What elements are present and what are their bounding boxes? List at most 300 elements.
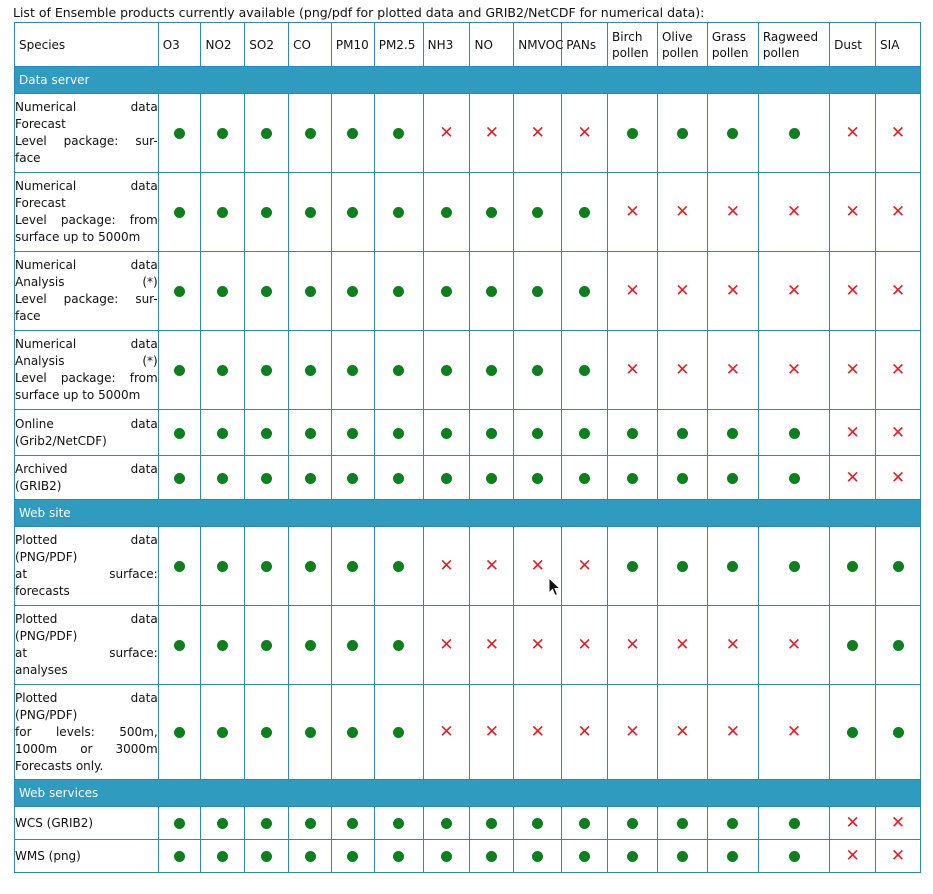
available-dot-icon: [627, 851, 638, 862]
status-cell: [514, 94, 562, 173]
available-dot-icon: [441, 473, 452, 484]
available-dot-icon: [217, 727, 228, 738]
available-dot-icon: [627, 818, 638, 829]
unavailable-cross-icon: ✕: [484, 556, 500, 577]
available-dot-icon: [486, 851, 497, 862]
status-cell: [201, 527, 245, 606]
available-dot-icon: [217, 818, 228, 829]
header-col-ragweed-pollen: Ragweed pollen: [758, 23, 829, 67]
mouse-pointer-icon: [548, 577, 562, 597]
available-dot-icon: [347, 128, 358, 139]
status-cell: [608, 840, 658, 873]
row-label-line: 1000m or 3000m: [15, 741, 158, 756]
status-cell: [245, 807, 289, 840]
status-cell: [876, 685, 921, 780]
status-cell: [423, 456, 470, 500]
status-cell: [423, 173, 470, 252]
available-dot-icon: [347, 473, 358, 484]
unavailable-cross-icon: ✕: [577, 635, 592, 656]
status-cell: [758, 807, 829, 840]
status-cell: [707, 840, 758, 873]
unavailable-cross-icon: ✕: [845, 360, 860, 381]
available-dot-icon: [174, 286, 185, 297]
available-dot-icon: [261, 851, 272, 862]
status-cell: [423, 527, 470, 606]
status-cell: [608, 94, 658, 173]
available-dot-icon: [893, 727, 904, 738]
status-cell: [423, 94, 470, 173]
header-col-pm10: PM10: [331, 23, 374, 67]
status-cell: [608, 685, 658, 780]
row-label-line: forecasts: [15, 584, 70, 598]
status-cell: [514, 252, 562, 331]
status-cell: [657, 685, 707, 780]
available-dot-icon: [727, 128, 738, 139]
available-dot-icon: [579, 365, 590, 376]
status-cell: [423, 840, 470, 873]
status-cell: [158, 173, 201, 252]
status-cell: [470, 606, 514, 685]
available-dot-icon: [174, 818, 185, 829]
unavailable-cross-icon: ✕: [675, 722, 690, 743]
status-cell: [158, 331, 201, 410]
available-dot-icon: [261, 128, 272, 139]
unavailable-cross-icon: ✕: [625, 202, 640, 223]
status-cell: [331, 807, 374, 840]
unavailable-cross-icon: ✕: [625, 281, 640, 302]
row-label-line: Plotted data: [15, 533, 158, 547]
available-dot-icon: [532, 428, 543, 439]
status-cell: [657, 173, 707, 252]
status-cell: [707, 252, 758, 331]
status-cell: [470, 252, 514, 331]
available-dot-icon: [217, 561, 228, 572]
status-cell: [876, 527, 921, 606]
available-dot-icon: [217, 365, 228, 376]
status-cell: [245, 173, 289, 252]
status-cell: [608, 331, 658, 410]
unavailable-cross-icon: ✕: [439, 722, 454, 743]
available-dot-icon: [486, 473, 497, 484]
status-cell: [201, 252, 245, 331]
status-cell: [374, 456, 423, 500]
ensemble-products-table: [14, 22, 921, 873]
status-cell: [470, 456, 514, 500]
row-label-line: at surface:: [15, 567, 158, 581]
available-dot-icon: [305, 851, 316, 862]
status-cell: [830, 331, 876, 410]
status-cell: [470, 840, 514, 873]
available-dot-icon: [393, 727, 404, 738]
unavailable-cross-icon: ✕: [484, 123, 500, 144]
unavailable-cross-icon: ✕: [786, 722, 802, 743]
status-cell: [758, 410, 829, 456]
available-dot-icon: [305, 727, 316, 738]
table-caption: List of Ensemble products currently available (png/pdf for plotted data and GRIB2/NetCDF for numerical data):: [13, 5, 705, 20]
table-row: [15, 94, 921, 173]
status-cell: [158, 252, 201, 331]
status-cell: [758, 252, 829, 331]
status-cell: [245, 94, 289, 173]
status-cell: [707, 94, 758, 173]
status-cell: [374, 173, 423, 252]
available-dot-icon: [174, 473, 185, 484]
available-dot-icon: [847, 727, 858, 738]
row-label: [15, 410, 159, 456]
status-cell: [289, 331, 332, 410]
status-cell: [514, 685, 562, 780]
unavailable-cross-icon: ✕: [625, 635, 640, 656]
available-dot-icon: [727, 473, 738, 484]
unavailable-cross-icon: ✕: [890, 123, 906, 144]
row-label-line: Forecasts only.: [15, 758, 104, 773]
status-cell: [562, 527, 608, 606]
status-cell: [608, 456, 658, 500]
status-cell: [657, 606, 707, 685]
available-dot-icon: [261, 286, 272, 297]
status-cell: [331, 252, 374, 331]
available-dot-icon: [347, 207, 358, 218]
status-cell: [562, 840, 608, 873]
status-cell: [423, 410, 470, 456]
section-title: Web services: [15, 780, 921, 807]
status-cell: [158, 527, 201, 606]
row-label-line: surface up to 5000m: [15, 388, 141, 402]
unavailable-cross-icon: ✕: [577, 556, 592, 577]
available-dot-icon: [627, 473, 638, 484]
header-col-so2: SO2: [245, 23, 289, 67]
available-dot-icon: [174, 207, 185, 218]
status-cell: [608, 606, 658, 685]
status-cell: [830, 252, 876, 331]
available-dot-icon: [789, 851, 800, 862]
status-cell: [289, 456, 332, 500]
status-cell: [514, 606, 562, 685]
available-dot-icon: [393, 128, 404, 139]
row-label-line: (Grib2/NetCDF): [15, 433, 107, 448]
unavailable-cross-icon: ✕: [439, 123, 454, 144]
available-dot-icon: [393, 365, 404, 376]
status-cell: [289, 252, 332, 331]
unavailable-cross-icon: ✕: [845, 123, 860, 144]
header-col-no: NO: [470, 23, 514, 67]
status-cell: [331, 527, 374, 606]
available-dot-icon: [174, 128, 185, 139]
status-cell: [158, 685, 201, 780]
header-col-nh3: NH3: [423, 23, 470, 67]
available-dot-icon: [677, 561, 688, 572]
status-cell: [374, 252, 423, 331]
available-dot-icon: [532, 473, 543, 484]
row-label-line: Online data: [15, 416, 158, 431]
available-dot-icon: [261, 365, 272, 376]
status-cell: [331, 606, 374, 685]
row-label-line: (PNG/PDF): [15, 629, 78, 643]
status-cell: [201, 807, 245, 840]
row-label: [15, 606, 159, 685]
available-dot-icon: [217, 851, 228, 862]
status-cell: [158, 840, 201, 873]
status-cell: [470, 410, 514, 456]
available-dot-icon: [486, 818, 497, 829]
status-cell: [707, 807, 758, 840]
available-dot-icon: [393, 207, 404, 218]
status-cell: [830, 685, 876, 780]
status-cell: [245, 606, 289, 685]
available-dot-icon: [486, 286, 497, 297]
header-col-birch-pollen: Birch pollen: [608, 23, 658, 67]
status-cell: [331, 840, 374, 873]
status-cell: [657, 94, 707, 173]
status-cell: [289, 173, 332, 252]
row-label-line: surface up to 5000m: [15, 230, 141, 244]
available-dot-icon: [789, 428, 800, 439]
available-dot-icon: [261, 207, 272, 218]
available-dot-icon: [441, 365, 452, 376]
available-dot-icon: [532, 851, 543, 862]
row-label-line: face: [15, 151, 41, 165]
row-label: [15, 94, 159, 173]
available-dot-icon: [305, 818, 316, 829]
unavailable-cross-icon: ✕: [890, 202, 906, 223]
header-row: [15, 23, 921, 67]
available-dot-icon: [261, 727, 272, 738]
unavailable-cross-icon: ✕: [530, 635, 545, 656]
unavailable-cross-icon: ✕: [890, 467, 906, 488]
available-dot-icon: [893, 561, 904, 572]
status-cell: [830, 840, 876, 873]
available-dot-icon: [393, 818, 404, 829]
unavailable-cross-icon: ✕: [845, 846, 860, 867]
status-cell: [707, 456, 758, 500]
status-cell: [201, 173, 245, 252]
status-cell: [158, 410, 201, 456]
status-cell: [562, 94, 608, 173]
available-dot-icon: [727, 561, 738, 572]
status-cell: [289, 410, 332, 456]
status-cell: [707, 173, 758, 252]
unavailable-cross-icon: ✕: [786, 635, 802, 656]
status-cell: [514, 840, 562, 873]
row-label-line: (GRIB2): [15, 478, 62, 493]
unavailable-cross-icon: ✕: [845, 813, 860, 834]
section-title: Data server: [15, 67, 921, 94]
status-cell: [374, 807, 423, 840]
status-cell: [245, 840, 289, 873]
status-cell: [876, 331, 921, 410]
row-label-line: Numerical data: [15, 100, 158, 114]
status-cell: [657, 456, 707, 500]
status-cell: [374, 331, 423, 410]
status-cell: [245, 685, 289, 780]
status-cell: [876, 456, 921, 500]
table-row: [15, 410, 921, 456]
status-cell: [245, 456, 289, 500]
status-cell: [331, 173, 374, 252]
status-cell: [562, 606, 608, 685]
unavailable-cross-icon: ✕: [786, 202, 802, 223]
row-label-line: Plotted data: [15, 690, 158, 705]
status-cell: [331, 410, 374, 456]
status-cell: [374, 685, 423, 780]
table-row: [15, 331, 921, 410]
row-label: [15, 252, 159, 331]
status-cell: [514, 456, 562, 500]
available-dot-icon: [261, 818, 272, 829]
status-cell: [331, 456, 374, 500]
status-cell: [470, 685, 514, 780]
row-label-line: Analysis (*): [15, 275, 158, 289]
unavailable-cross-icon: ✕: [484, 635, 500, 656]
available-dot-icon: [393, 640, 404, 651]
unavailable-cross-icon: ✕: [845, 467, 860, 488]
available-dot-icon: [393, 286, 404, 297]
status-cell: [514, 331, 562, 410]
row-label: [15, 840, 159, 873]
status-cell: [514, 807, 562, 840]
status-cell: [657, 527, 707, 606]
status-cell: [876, 173, 921, 252]
header-col-pans: PANs: [562, 23, 608, 67]
status-cell: [289, 94, 332, 173]
status-cell: [707, 410, 758, 456]
status-cell: [758, 94, 829, 173]
status-cell: [201, 840, 245, 873]
available-dot-icon: [677, 851, 688, 862]
unavailable-cross-icon: ✕: [890, 360, 906, 381]
unavailable-cross-icon: ✕: [845, 281, 860, 302]
status-cell: [470, 94, 514, 173]
available-dot-icon: [305, 561, 316, 572]
row-label-line: Plotted data: [15, 612, 158, 626]
table-row: [15, 527, 921, 606]
available-dot-icon: [217, 428, 228, 439]
status-cell: [876, 807, 921, 840]
status-cell: [470, 807, 514, 840]
status-cell: [562, 331, 608, 410]
unavailable-cross-icon: ✕: [530, 123, 545, 144]
available-dot-icon: [486, 207, 497, 218]
status-cell: [201, 456, 245, 500]
row-label-line: for levels: 500m,: [15, 724, 158, 739]
available-dot-icon: [579, 473, 590, 484]
table-row: [15, 685, 921, 780]
status-cell: [514, 173, 562, 252]
available-dot-icon: [305, 365, 316, 376]
unavailable-cross-icon: ✕: [725, 360, 740, 381]
status-cell: [374, 606, 423, 685]
status-cell: [830, 807, 876, 840]
available-dot-icon: [217, 640, 228, 651]
available-dot-icon: [486, 428, 497, 439]
available-dot-icon: [847, 561, 858, 572]
status-cell: [289, 807, 332, 840]
status-cell: [470, 173, 514, 252]
row-label-line: Numerical data: [15, 258, 158, 272]
status-cell: [608, 252, 658, 331]
row-label-line: Forecast: [15, 117, 66, 131]
row-label-line: Numerical data: [15, 337, 158, 351]
status-cell: [562, 456, 608, 500]
table-row: [15, 252, 921, 331]
status-cell: [830, 456, 876, 500]
row-label-line: Archived data: [15, 461, 158, 476]
status-cell: [158, 456, 201, 500]
row-label-line: at surface:: [15, 646, 158, 660]
unavailable-cross-icon: ✕: [890, 813, 906, 834]
status-cell: [657, 331, 707, 410]
header-col-o3: O3: [158, 23, 201, 67]
row-label: [15, 527, 159, 606]
available-dot-icon: [305, 428, 316, 439]
status-cell: [201, 685, 245, 780]
row-label-line: WMS (png): [15, 848, 81, 863]
unavailable-cross-icon: ✕: [890, 281, 906, 302]
status-cell: [201, 410, 245, 456]
available-dot-icon: [347, 428, 358, 439]
available-dot-icon: [627, 561, 638, 572]
unavailable-cross-icon: ✕: [625, 722, 640, 743]
available-dot-icon: [579, 286, 590, 297]
available-dot-icon: [677, 428, 688, 439]
status-cell: [289, 685, 332, 780]
status-cell: [289, 606, 332, 685]
available-dot-icon: [677, 128, 688, 139]
available-dot-icon: [174, 851, 185, 862]
status-cell: [758, 456, 829, 500]
available-dot-icon: [305, 128, 316, 139]
status-cell: [608, 410, 658, 456]
row-label-line: Level package: from: [15, 371, 158, 385]
available-dot-icon: [441, 207, 452, 218]
available-dot-icon: [727, 428, 738, 439]
unavailable-cross-icon: ✕: [725, 281, 740, 302]
unavailable-cross-icon: ✕: [725, 202, 740, 223]
available-dot-icon: [217, 286, 228, 297]
status-cell: [707, 606, 758, 685]
row-label-line: WCS (GRIB2): [15, 815, 94, 830]
available-dot-icon: [393, 561, 404, 572]
status-cell: [876, 410, 921, 456]
unavailable-cross-icon: ✕: [439, 635, 454, 656]
available-dot-icon: [174, 561, 185, 572]
status-cell: [830, 173, 876, 252]
status-cell: [758, 840, 829, 873]
available-dot-icon: [261, 561, 272, 572]
status-cell: [201, 606, 245, 685]
available-dot-icon: [579, 851, 590, 862]
status-cell: [423, 685, 470, 780]
status-cell: [830, 410, 876, 456]
status-cell: [758, 685, 829, 780]
row-label-line: Analysis (*): [15, 354, 158, 368]
available-dot-icon: [261, 428, 272, 439]
available-dot-icon: [789, 818, 800, 829]
available-dot-icon: [789, 128, 800, 139]
available-dot-icon: [305, 286, 316, 297]
status-cell: [876, 840, 921, 873]
row-label: [15, 173, 159, 252]
table-row: [15, 456, 921, 500]
status-cell: [562, 410, 608, 456]
header-col-nmvoc: NMVOC: [514, 23, 562, 67]
status-cell: [245, 527, 289, 606]
row-label: [15, 331, 159, 410]
available-dot-icon: [217, 473, 228, 484]
available-dot-icon: [217, 128, 228, 139]
status-cell: [289, 840, 332, 873]
status-cell: [245, 252, 289, 331]
